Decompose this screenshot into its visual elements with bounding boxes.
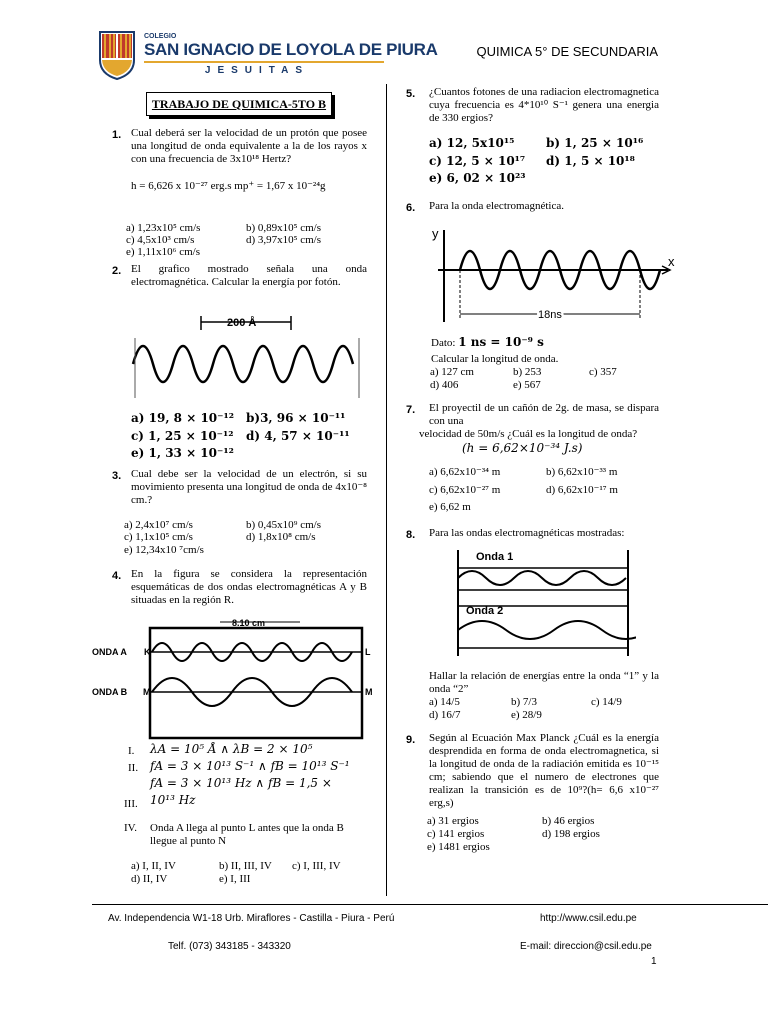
answer-option: e) I, III — [219, 873, 251, 885]
statement-label: I. — [128, 745, 135, 757]
figure-label: 18ns — [538, 309, 562, 321]
question-number: 4. — [112, 570, 122, 582]
answer-option: a) 6,62x10⁻³⁴ m — [429, 466, 501, 478]
statement-text: λA = 10⁵ Å ∧ λB = 2 × 10⁵ — [150, 742, 313, 756]
figure-label: M — [143, 687, 151, 697]
answer-option: d) 4, 57 × 10⁻¹¹ — [246, 429, 350, 443]
question-number: 7. — [406, 404, 416, 416]
answer-option: a) 1,23x10⁵ cm/s — [126, 222, 201, 234]
answer-option: c) 1, 25 × 10⁻¹² — [131, 429, 234, 443]
answer-option: a) I, II, IV — [131, 860, 176, 872]
question-number: 3. — [112, 470, 122, 482]
question-1-text: Cual deberá ser la velocidad de un protón que posee una longitud de onda equivalente a la de los rayos x con una frecuencia de 3x10¹⁸ Hertz? — [131, 127, 367, 165]
axis-label: y — [432, 226, 439, 241]
question-number: 1. — [112, 129, 122, 141]
figure-label: Onda 1 — [476, 551, 514, 563]
question-7-formula: (h = 6,62×10⁻³⁴ J.s) — [462, 441, 583, 455]
answer-option: a) 127 cm — [430, 366, 474, 378]
footer-website-link[interactable]: http://www.csil.edu.pe — [540, 913, 637, 924]
answer-option: b) 0,89x10⁵ cm/s — [246, 222, 322, 234]
statement-text: fA = 3 × 10¹³ Hz ∧ fB = 1,5 × — [150, 776, 332, 790]
answer-option: b) 6,62x10⁻³³ m — [546, 466, 618, 478]
statement-text: Onda A llega al punto L antes que la onda B llegue al punto N — [150, 822, 344, 847]
school-subtitle: JESUITAS — [204, 65, 310, 76]
answer-option: e) 567 — [513, 379, 541, 391]
answer-option — [131, 447, 234, 460]
answer-option: d) 1,8x10⁸ cm/s — [246, 531, 316, 543]
page-number: 1 — [651, 956, 657, 967]
column-divider — [386, 84, 387, 896]
question-1-data: h = 6,626 x 10⁻²⁷ erg.s mp⁺ = 1,67 x 10⁻²⁴g — [131, 180, 326, 192]
answer-option: e) 6,62 m — [429, 501, 471, 513]
school-logo — [98, 30, 438, 90]
answer-option: d) 16/7 — [429, 709, 461, 721]
dato-label: Dato: — [431, 337, 456, 349]
answer-option: b) II, III, IV — [219, 860, 272, 872]
answer-option — [429, 155, 525, 168]
answer-option: a) 2,4x10⁷ cm/s — [124, 519, 193, 531]
answer-option — [429, 137, 514, 150]
question-number: 6. — [406, 202, 416, 214]
school-label: COLEGIO — [144, 33, 177, 40]
figure-label: 8.10 cm — [232, 618, 266, 628]
answer-option: e) 28/9 — [511, 709, 542, 721]
question-6-ask: Calcular la longitud de onda. — [431, 353, 559, 365]
answer-option: a) 19, 8 × 10⁻¹² — [131, 411, 234, 425]
answer-option: d) 406 — [430, 379, 459, 391]
footer-divider — [92, 904, 768, 905]
statement-label: II. — [128, 762, 139, 774]
answer-option: e) 6, 02 × 10²³ — [429, 171, 526, 185]
answer-option: c) 141 ergios — [427, 828, 485, 840]
answer-option — [546, 155, 635, 168]
answer-option: b) 7/3 — [511, 696, 537, 708]
answer-option — [246, 430, 350, 443]
course-title: QUIMICA 5° DE SECUNDARIA — [476, 44, 658, 59]
school-name: SAN IGNACIO DE LOYOLA DE PIURA — [144, 40, 438, 59]
question-number: 5. — [406, 88, 416, 100]
question-2-text: El grafico mostrado señala una onda electromagnética. Calcular la energía por fotón. — [131, 263, 367, 288]
question-6-text: Para la onda electromagnética. — [429, 200, 564, 212]
wave-figure-q6 — [430, 226, 680, 326]
dato-line — [431, 336, 544, 349]
answer-option: a) 31 ergios — [427, 815, 479, 827]
statement-label: III. — [124, 798, 138, 810]
answer-option: b) 46 ergios — [542, 815, 595, 827]
answer-option: e) 1,11x10⁶ cm/s — [126, 246, 200, 258]
answer-option: d) II, IV — [131, 873, 168, 885]
figure-label: Onda 2 — [466, 605, 504, 617]
answer-option: c) 12, 5 × 10¹⁷ — [429, 154, 526, 168]
question-number: 2. — [112, 265, 122, 277]
figure-label: ONDA A — [92, 647, 127, 657]
answer-option: b) 0,45x10⁹ cm/s — [246, 519, 322, 531]
wave-figure-q8 — [452, 548, 636, 658]
answer-option: b)3, 96 × 10⁻¹¹ — [246, 411, 346, 425]
axis-label: x — [668, 254, 675, 269]
figure-label: 200 Å — [227, 317, 257, 329]
question-8-ask: Hallar la relación de energías entre la onda “1” y la onda “2” — [429, 670, 659, 695]
answer-option: c) 1,1x10⁵ cm/s — [124, 531, 193, 543]
question-3-text: Cual debe ser la velocidad de un electrón, si su movimiento presenta una longitud de onda de 4x10⁻⁸ cm.? — [131, 468, 367, 506]
answer-option — [429, 172, 526, 185]
answer-option: d) 3,97x10⁵ cm/s — [246, 234, 322, 246]
answer-option: b) 253 — [513, 366, 542, 378]
question-7-text: El proyectil de un cañón de 2g. de masa, se dispara con una — [429, 402, 659, 427]
wave-figure-q4 — [90, 614, 380, 744]
figure-label: K — [144, 647, 151, 657]
wave-figure-q2 — [131, 308, 363, 408]
question-9-text: Según al Ecuación Max Planck ¿Cuál es la energía desprendida en forma de onda electromagnetica, si la longitud de onda de la radiación emitida es 10⁻¹⁵ cm; sabiendo que el numero de electrones que realizan la transición es de 10⁹?(h= 6,6 x10⁻²⁷ erg,s) — [429, 732, 659, 809]
footer-phone: Telf. (073) 343185 - 343320 — [168, 941, 291, 952]
answer-option — [246, 412, 345, 425]
answer-option: e) 12,34x10 ⁷cm/s — [124, 544, 204, 556]
question-5-text: ¿Cuantos fotones de una radiacion electromagnetica cuya frecuencia es 4*10¹⁰ S⁻¹ genera una energia de 330 ergios? — [429, 86, 659, 124]
question-number: 8. — [406, 529, 416, 541]
answer-option: c) 14/9 — [591, 696, 622, 708]
answer-option: c) I, III, IV — [292, 860, 341, 872]
answer-option: c) 4,5x10³ cm/s — [126, 234, 195, 246]
figure-label: ONDA B — [92, 687, 128, 697]
answer-option: d) 6,62x10⁻¹⁷ m — [546, 484, 618, 496]
question-4-text: En la figura se considera la representación esquemáticas de dos ondas electromagnéticas A y B situadas en la región R. — [131, 568, 367, 606]
answer-option — [546, 137, 643, 150]
worksheet-title: TRABAJO DE QUIMICA-5TO B — [146, 92, 332, 116]
footer-email-link[interactable]: E-mail: direccion@csil.edu.pe — [520, 941, 652, 952]
answer-option: c) 6,62x10⁻²⁷ m — [429, 484, 501, 496]
question-7-text-2: velocidad de 50m/s ¿Cuál es la longitud de onda? — [419, 428, 638, 440]
school-crest-icon — [98, 30, 136, 80]
footer-address: Av. Independencia W1-18 Urb. Miraflores - Castilla - Piura - Perú — [108, 913, 395, 924]
question-number: 9. — [406, 734, 416, 746]
answer-option: a) 14/5 — [429, 696, 460, 708]
answer-option: d) 1, 5 × 10¹⁸ — [546, 154, 635, 168]
answer-option: b) 1, 25 × 10¹⁶ — [546, 136, 644, 150]
answer-option — [131, 412, 234, 425]
answer-option: d) 198 ergios — [542, 828, 600, 840]
dato-value: 1 ns = 10⁻⁹ s — [458, 335, 544, 349]
answer-option — [131, 430, 234, 443]
question-8-text: Para las ondas electromagnéticas mostradas: — [429, 527, 625, 539]
answer-option: e) 1, 33 × 10⁻¹² — [131, 446, 234, 460]
figure-label: L — [365, 647, 371, 657]
statement-text: 10¹³ Hz — [150, 793, 196, 807]
answer-option: c) 357 — [589, 366, 617, 378]
school-band — [144, 61, 384, 63]
statement-label: IV. — [124, 822, 137, 834]
answer-option: a) 12, 5x10¹⁵ — [429, 136, 515, 150]
answer-option: e) 1481 ergios — [427, 841, 490, 853]
statement-text: fA = 3 × 10¹³ S⁻¹ ∧ fB = 10¹³ S⁻¹ — [150, 759, 350, 773]
figure-label: M — [365, 687, 373, 697]
